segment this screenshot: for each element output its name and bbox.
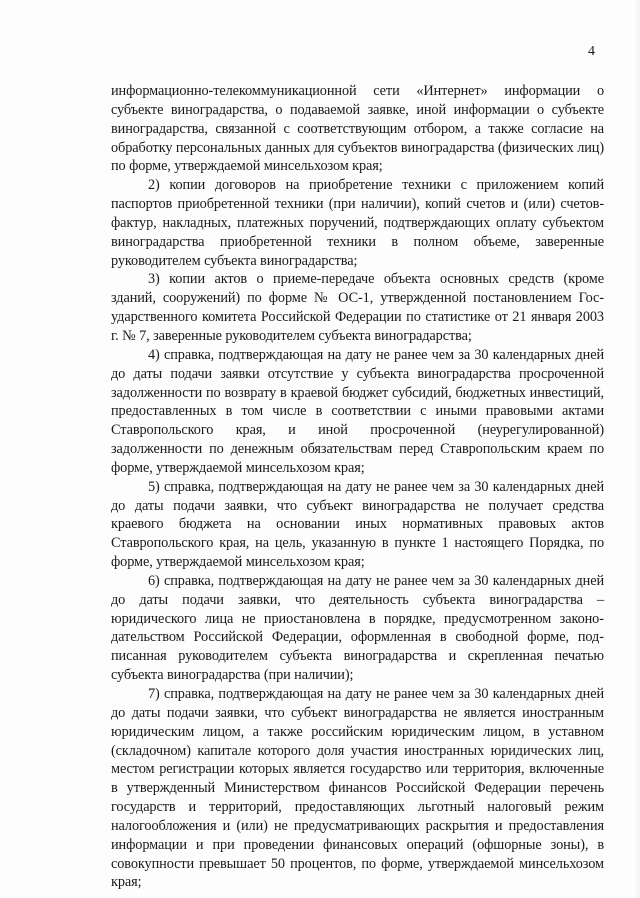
page-edge-shadow	[634, 0, 640, 898]
paragraph-item-3: 3) копии актов о приеме-передаче объекта основных средств (кроме зданий, сооружений) по форме № ОС-1, утвержденной постановлением Государственного комитета Российской Федерации по статистике от 21 января 2003 г. № 7, заверенные руководителем субъекта виноградарства;	[111, 271, 604, 344]
document-body	[111, 82, 604, 892]
paragraph-item-7: 7) справка, подтверждающая на дату не ранее чем за 30 календарных дней до даты подачи заявки, что субъект виноградарства не является иностранным юридическим лицом, а также российским юридическим лицом, в уставном (складочном) капитале которого доля участия иностранных юридических лиц, местом регистрации которых является государство или территория, включенные в утвержденный Министерством финансов Российской Федерации перечень государств и территорий, предоставляющих льготный налоговый режим налогообложения и (или) не предусматривающих раскрытия и предоставления информации и при проведении финансовых операций (офшорные зоны), в совокупности превышает 50 процентов, по форме, утверждаемой минсельхозом края;	[111, 686, 604, 891]
paragraph-item-2: 2) копии договоров на приобретение техники с приложением копий паспортов приобретенной техники (при наличии), копий счетов и (или) счетов-фактур, накладных, платежных поручений, подтверждающих оплату субъектом виноградарства приобретенной техники в полном объеме, заверенные руководителем субъекта виноградарства;	[111, 177, 604, 269]
paragraph-item-5: 5) справка, подтверждающая на дату не ранее чем за 30 календарных дней до даты подачи заявки, что субъект виноградарства не получает средства краевого бюджета на основании иных нормативных правовых актов Ставропольского края, на цель, указанную в пункте 1 настоящего Порядка, по форме, утверждаемой минсельхозом края;	[111, 478, 604, 571]
paragraph-item-6: 6) справка, подтверждающая на дату не ранее чем за 30 календарных дней до даты подачи заявки, что деятельность субъекта виноградарства – юридического лица не приостановлена в порядке, предусмотренном законодательством Российской Федерации, оформленная в свободной форме, подписанная руководителем субъекта виноградарства и скрепленная печатью субъекта виноградарства (при наличии);	[111, 572, 604, 684]
paragraph-continuation: информационно-телекоммуникационной сети «Интернет» информации о субъекте виноградарства, о подаваемой заявке, иной информации о субъекте виноградарства, связанной с соответствующим отбором, а также согласие на обработку персональных данных для субъектов виноградарства (физических лиц) по форме, утверждаемой минсельхозом края;	[111, 83, 604, 175]
page-number: 4	[588, 44, 595, 59]
paragraph-item-4: 4) справка, подтверждающая на дату не ранее чем за 30 календарных дней до даты подачи заявки отсутствие у субъекта виноградарства просроченной задолженности по возврату в краевой бюджет субсидий, бюджетных инвестиций, предоставленных в том числе в соответствии с иными правовыми актами Ставропольского края, и иной просроченной (неурегулированной) задолженности по денежным обязательствам перед Ставропольским краем по форме, утверждаемой минсельхозом края;	[111, 346, 604, 476]
